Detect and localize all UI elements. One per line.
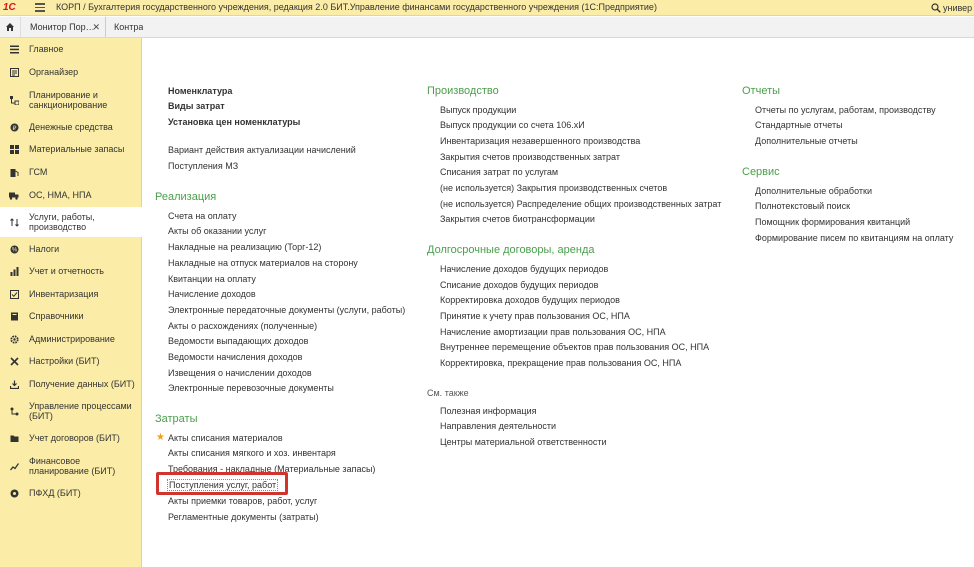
svg-text:₽: ₽ — [12, 125, 16, 132]
sidebar-item-label: Главное — [29, 44, 64, 54]
link-realization-item[interactable]: Квитанции на оплату — [168, 274, 256, 284]
tools-icon — [9, 356, 19, 366]
sidebar-item-processes[interactable] — [0, 400, 142, 422]
tab-label: Монитор Пор… — [30, 22, 95, 32]
fuel-icon — [9, 167, 19, 177]
link-service-item[interactable]: Формирование писем по квитанциям на оплату — [755, 233, 954, 243]
home-button[interactable] — [0, 17, 21, 37]
link-costs-item[interactable]: Акты списания мягкого и хоз. инвентаря — [168, 448, 336, 458]
link-costs-item[interactable]: Требования - накладные (Материальные запасы) — [168, 464, 376, 474]
link-service-item[interactable]: Дополнительные обработки — [755, 186, 872, 196]
folder-icon — [9, 433, 19, 443]
group-title-production: Производство — [427, 85, 499, 97]
grid-icon — [9, 144, 19, 154]
app-title: КОРП / Бухгалтерия государственного учреждения, редакция 2.0 БИТ.Управление финансами государственного учреждения (1С:Предприятие) — [56, 2, 657, 12]
process-icon — [9, 406, 19, 416]
sidebar-item-label: Налоги — [29, 244, 60, 254]
link-seealso-item[interactable]: Полезная информация — [440, 406, 537, 416]
home-icon — [5, 22, 15, 32]
sidebar-item-fuel[interactable] — [0, 165, 142, 179]
group-title-reports: Отчеты — [742, 85, 781, 97]
sidebar-item-label: Настройки (БИТ) — [29, 356, 100, 366]
tab-contract[interactable] — [106, 17, 143, 37]
link-nomenclature[interactable]: Номенклатура — [168, 86, 233, 96]
finance-icon — [9, 461, 19, 471]
link-production-item[interactable]: Закрытия счетов производственных затрат — [440, 152, 620, 162]
sidebar-item-settings-bit[interactable] — [0, 354, 142, 368]
sort-icon — [9, 217, 19, 227]
sidebar-item-materials[interactable] — [0, 142, 142, 156]
plan-icon — [9, 95, 19, 105]
sidebar-item-accounting[interactable] — [0, 264, 142, 278]
link-costs-item[interactable]: Регламентные документы (затраты) — [168, 512, 319, 522]
calendar-icon — [9, 67, 19, 77]
link-production-item[interactable]: Инвентаризация незавершенного производства — [440, 136, 641, 146]
sidebar-item-organizer[interactable] — [0, 65, 142, 79]
link-reports-item[interactable]: Дополнительные отчеты — [755, 136, 858, 146]
sidebar-item-label: Материальные запасы — [29, 144, 125, 154]
link-production-item[interactable]: Выпуск продукции — [440, 105, 517, 115]
link-longterm-item[interactable]: Начисление амортизации прав пользования ОС, НПА — [440, 327, 666, 337]
group-title-seealso: См. также — [427, 388, 469, 398]
link-longterm-item[interactable]: Внутреннее перемещение объектов прав пользования ОС, НПА — [440, 342, 710, 352]
sidebar-item-data-import[interactable] — [0, 377, 142, 391]
sidebar-item-money[interactable] — [0, 120, 142, 134]
link-price-setting[interactable]: Установка цен номенклатуры — [168, 117, 301, 127]
sidebar-item-label: Справочники — [29, 311, 84, 321]
sidebar-item-os[interactable] — [0, 188, 142, 202]
sidebar-item-pfhd[interactable] — [0, 486, 142, 500]
group-title-costs: Затраты — [155, 413, 198, 425]
link-service-item[interactable]: Помощник формирования квитанций — [755, 217, 911, 227]
sidebar-item-financial-planning[interactable] — [0, 455, 142, 477]
link-production-item[interactable]: (не используется) Закрытия производственных счетов — [440, 183, 668, 193]
sidebar-item-admin[interactable] — [0, 332, 142, 346]
sidebar-item-inventory[interactable] — [0, 287, 142, 301]
coins-icon — [9, 122, 19, 132]
sidebar-item-contracts[interactable] — [0, 431, 142, 445]
link-service-item[interactable]: Полнотекстовый поиск — [755, 201, 851, 211]
link-accrual-variant[interactable]: Вариант действия актуализации начислений — [168, 145, 356, 155]
link-longterm-item[interactable]: Корректировка, прекращение прав пользования ОС, НПА — [440, 358, 682, 368]
link-mz-receipts[interactable]: Поступления МЗ — [168, 161, 239, 171]
sidebar-item-label: Услуги, работы, производство — [29, 212, 95, 232]
link-longterm-item[interactable]: Списание доходов будущих периодов — [440, 280, 599, 290]
book-icon — [9, 311, 19, 321]
search-text: универ — [943, 2, 973, 13]
truck-icon — [9, 190, 19, 200]
sidebar-item-label: Финансовое планирование (БИТ) — [29, 456, 116, 476]
link-realization-item[interactable]: Извещения о начислении доходов — [168, 368, 312, 378]
star-icon[interactable]: ★ — [156, 432, 165, 443]
link-realization-item[interactable]: Ведомости начисления доходов — [168, 352, 303, 362]
link-realization-item[interactable]: Начисление доходов — [168, 289, 256, 299]
link-production-item[interactable]: Закрытия счетов биотрансформации — [440, 214, 595, 224]
sidebar-item-label: Учет договоров (БИТ) — [29, 433, 120, 443]
sidebar-item-label: ПФХД (БИТ) — [29, 488, 81, 498]
tab-bar — [0, 17, 974, 38]
search-box[interactable] — [931, 1, 974, 14]
scales-icon — [9, 244, 19, 254]
title-bar — [0, 0, 974, 16]
link-realization-item[interactable]: Накладные на реализацию (Торг-12) — [168, 242, 322, 252]
svg-text:%: % — [11, 247, 17, 254]
link-services-receipts[interactable]: Поступления услуг, работ — [169, 480, 277, 490]
link-cost-types[interactable]: Виды затрат — [168, 101, 225, 111]
sidebar — [0, 38, 142, 567]
sidebar-item-label: Денежные средства — [29, 122, 113, 132]
sidebar-item-label: Органайзер — [29, 67, 79, 77]
link-realization-item[interactable]: Электронные передаточные документы (услуги, работы) — [168, 305, 406, 315]
section-content — [143, 38, 974, 567]
sidebar-item-label: Учет и отчетность — [29, 266, 104, 276]
sidebar-item-label: Планирование и санкционирование — [29, 90, 108, 110]
link-realization-item[interactable]: Накладные на отпуск материалов на сторону — [168, 258, 358, 268]
group-title-realization: Реализация — [155, 191, 217, 203]
link-costs-item[interactable]: Акты списания материалов — [168, 433, 283, 443]
chart-icon — [9, 266, 19, 276]
sidebar-item-label: Получение данных (БИТ) — [29, 379, 135, 389]
link-production-item[interactable]: (не используется) Распределение общих производственных затрат — [440, 199, 722, 209]
link-realization-item[interactable]: Счета на оплату — [168, 211, 237, 221]
close-icon[interactable]: ✕ — [92, 22, 100, 32]
sidebar-item-label: Инвентаризация — [29, 289, 99, 299]
link-reports-item[interactable]: Стандартные отчеты — [755, 120, 843, 130]
link-longterm-item[interactable]: Корректировка доходов будущих периодов — [440, 295, 620, 305]
link-realization-item[interactable]: Акты о расхождениях (полученные) — [168, 321, 318, 331]
link-reports-item[interactable]: Отчеты по услугам, работам, производству — [755, 105, 936, 115]
menu-lines-icon — [9, 44, 19, 54]
checklist-icon — [9, 289, 19, 299]
tab-label: Контра — [114, 22, 143, 32]
search-icon — [931, 3, 941, 13]
pfhd-icon — [9, 488, 19, 498]
link-costs-item[interactable]: Акты приемки товаров, работ, услуг — [168, 496, 318, 506]
sidebar-item-references[interactable] — [0, 309, 142, 323]
sidebar-item-planning[interactable] — [0, 89, 142, 111]
link-realization-item[interactable]: Электронные перевозочные документы — [168, 383, 334, 393]
link-realization-item[interactable]: Ведомости выпадающих доходов — [168, 336, 309, 346]
download-icon — [9, 379, 19, 389]
group-title-longterm: Долгосрочные договоры, аренда — [427, 244, 595, 256]
link-production-item[interactable]: Выпуск продукции со счета 106.хИ — [440, 120, 585, 130]
link-seealso-item[interactable]: Направления деятельности — [440, 421, 557, 431]
sidebar-item-main[interactable] — [0, 42, 142, 56]
hamburger-menu-icon[interactable] — [35, 3, 45, 12]
link-longterm-item[interactable]: Начисление доходов будущих периодов — [440, 264, 609, 274]
sidebar-item-taxes[interactable] — [0, 242, 142, 256]
link-production-item[interactable]: Списания затрат по услугам — [440, 167, 559, 177]
gear-icon — [9, 334, 19, 344]
link-seealso-item[interactable]: Центры материальной ответственности — [440, 437, 607, 447]
tab-monitor[interactable] — [22, 17, 106, 37]
sidebar-item-label: Управление процессами (БИТ) — [29, 401, 132, 421]
link-longterm-item[interactable]: Принятие к учету прав пользования ОС, НПА — [440, 311, 630, 321]
sidebar-item-services[interactable] — [0, 207, 142, 237]
link-realization-item[interactable]: Акты об оказании услуг — [168, 226, 267, 236]
group-title-service: Сервис — [742, 166, 780, 178]
sidebar-item-label: Администрирование — [29, 334, 115, 344]
app-logo[interactable]: 1С — [3, 2, 16, 13]
sidebar-item-label: ГСМ — [29, 167, 48, 177]
sidebar-item-label: ОС, НМА, НПА — [29, 190, 92, 200]
